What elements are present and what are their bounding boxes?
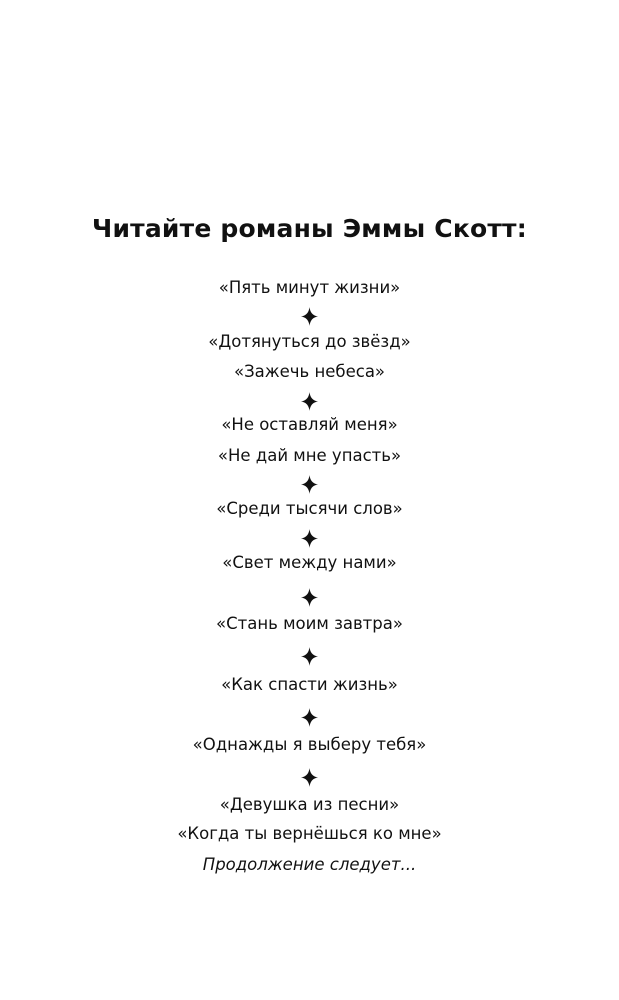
four-point-star-icon — [0, 474, 619, 494]
book-title-4: «Не оставляй меня» — [221, 415, 398, 434]
four-point-star-icon — [0, 306, 619, 326]
book-title-3: «Зажечь небеса» — [233, 362, 386, 381]
book-title-6: «Среди тысячи слов» — [216, 499, 403, 518]
book-title-11: «Девушка из песни» — [219, 795, 400, 814]
four-point-star-icon — [0, 707, 619, 727]
four-point-star-icon — [0, 391, 619, 411]
continuation-note: Продолжение следует... — [202, 855, 417, 874]
book-title-10: «Однажды я выберу тебя» — [192, 735, 427, 754]
book-title-5: «Не дай мне упасть» — [217, 446, 402, 465]
page-heading: Читайте романы Эммы Скотт: — [92, 214, 527, 243]
four-point-star-icon — [0, 587, 619, 607]
book-title-1: «Пять минут жизни» — [218, 278, 401, 297]
four-point-star-icon — [0, 528, 619, 548]
four-point-star-icon — [0, 767, 619, 787]
book-title-2: «Дотянуться до звёзд» — [208, 332, 411, 351]
four-point-star-icon — [0, 646, 619, 666]
book-title-8: «Стань моим завтра» — [216, 614, 403, 633]
book-title-9: «Как спасти жизнь» — [221, 675, 398, 694]
book-title-12: «Когда ты вернёшься ко мне» — [177, 824, 442, 843]
book-title-7: «Свет между нами» — [222, 553, 397, 572]
